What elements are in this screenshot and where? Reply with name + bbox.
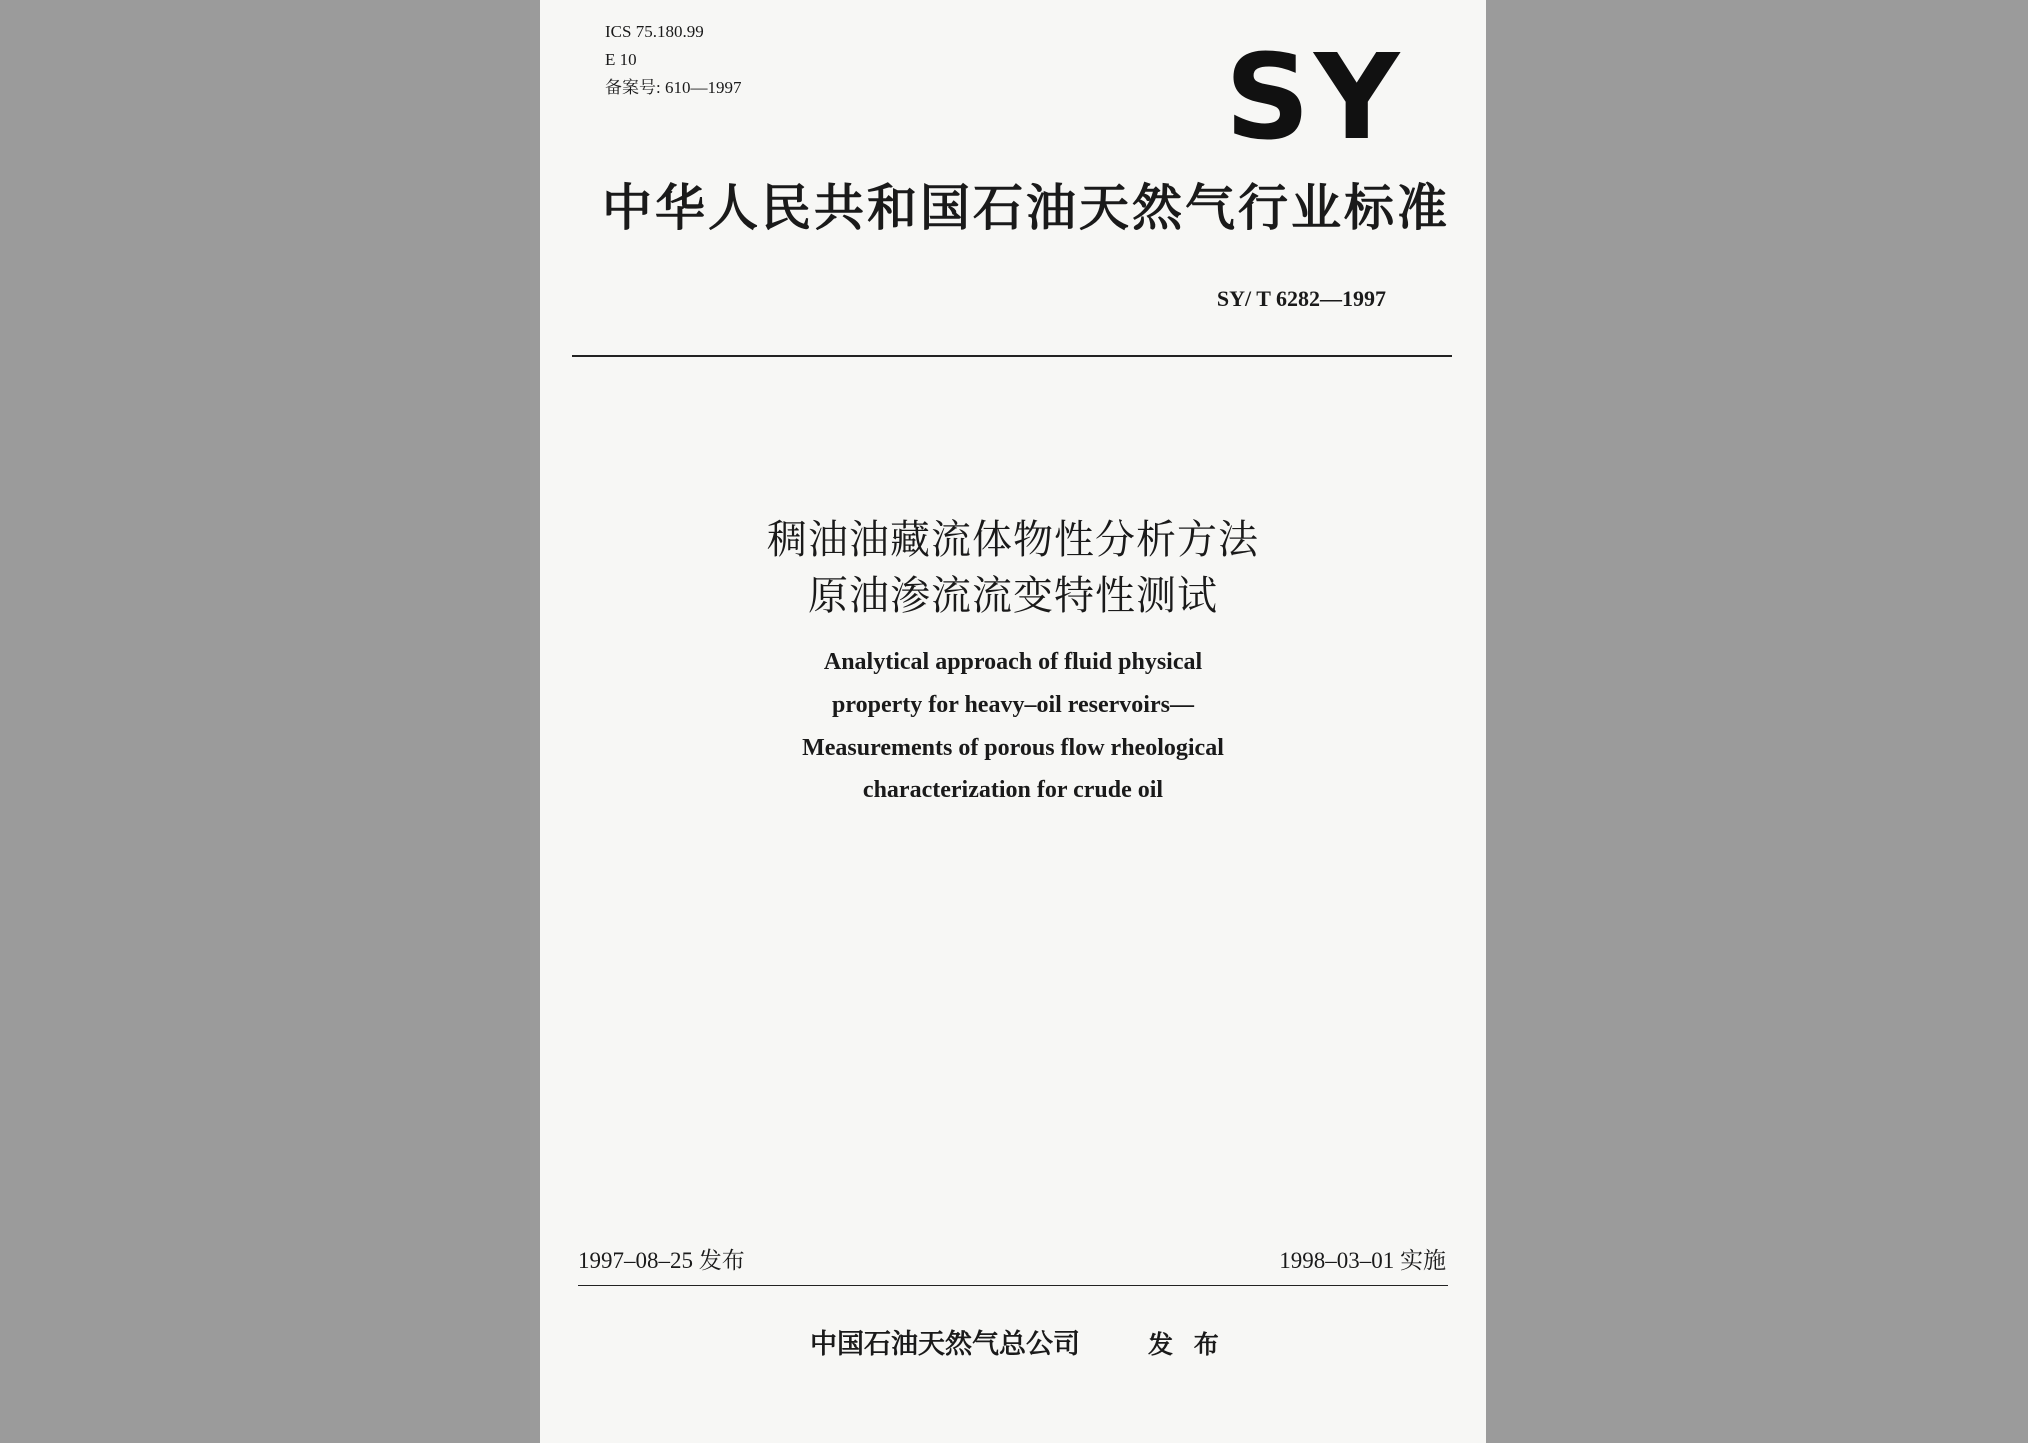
record-number: 备案号: 610—1997 [605,78,742,97]
top-divider [572,355,1452,357]
publisher-name: 中国石油天然气总公司 [810,1329,1080,1360]
ics-code: ICS 75.180.99 [605,22,704,41]
document-page [540,0,1486,1443]
english-title-line-2: property for heavy–oil reservoirs— [832,692,1194,718]
implementation-date: 1998–03–01 实施 [1279,1248,1446,1273]
chinese-title-line-1: 稠油油藏流体物性分析方法 [767,517,1259,563]
english-title-line-1: Analytical approach of fluid physical [823,649,1203,675]
issue-date: 1997–08–25 发布 [578,1248,745,1273]
standard-title: 中华人民共和国石油天然气行业标准 [602,179,1450,237]
sy-logo: SY [1225,28,1404,166]
chinese-title-line-2: 原油渗流流变特性测试 [808,573,1218,619]
standard-number: SY/ T 6282—1997 [1216,286,1386,311]
publish-label: 发 布 [1148,1330,1225,1359]
bottom-divider [578,1285,1448,1286]
category-code: E 10 [605,50,637,69]
english-title-line-3: Measurements of porous flow rheological [802,735,1224,761]
english-title-line-4: characterization for crude oil [862,777,1164,803]
